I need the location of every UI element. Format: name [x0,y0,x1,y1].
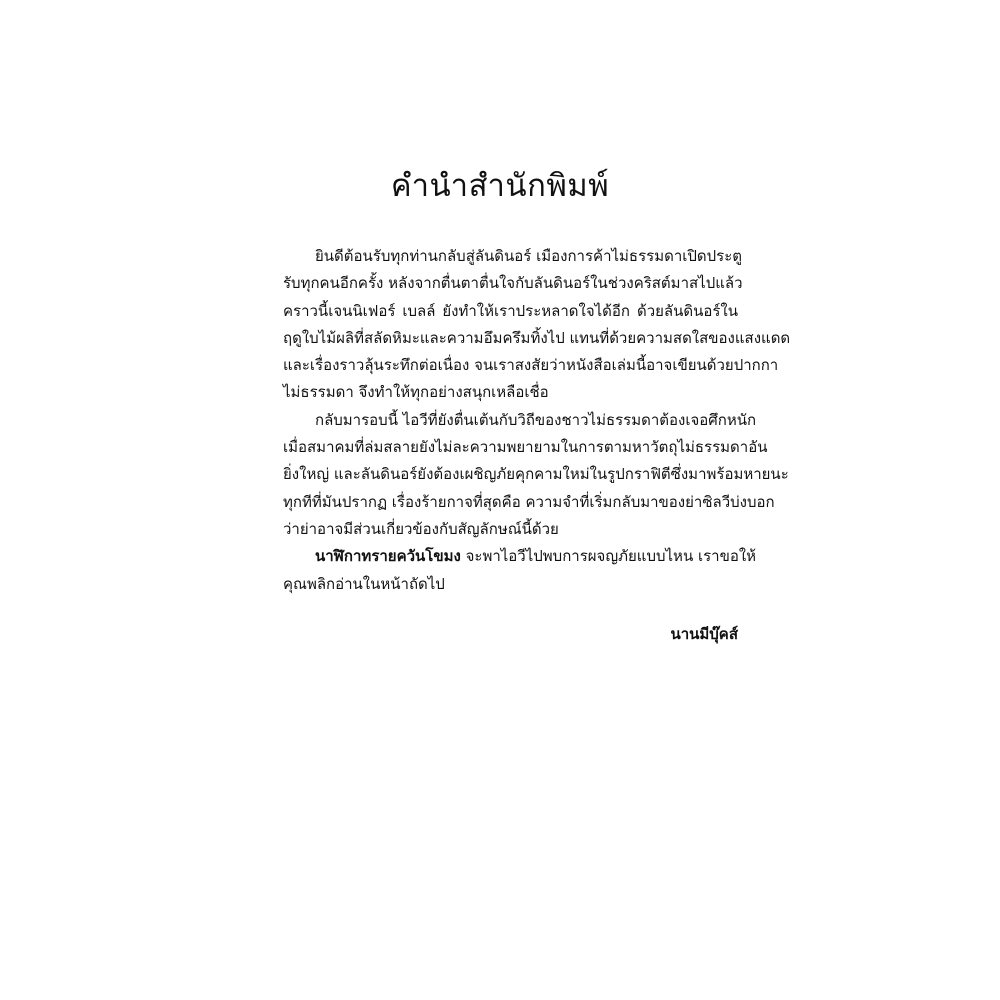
paragraph-line: คุณพลิกอ่านในหน้าถัดไป [283,574,445,593]
paragraph-line-text: จะพาไอวีไปพบการผจญภัยแบบไหน เราขอให้ [460,547,757,566]
book-title: นาฬิกาทรายควันโขมง [315,547,461,566]
paragraph-1 [283,243,791,407]
paragraph-line: กลับมารอบนี้ ไอวีที่ยังตื่นเต้นกับวิถีของชาวไม่ธรรมดาต้องเจอศึกหนัก [315,410,757,429]
paragraph-line: ยิ่งใหญ่ และลันดินอร์ยังต้องเผชิญภัยคุกคามใหม่ในรูปกราฟิตีซึ่งมาพร้อมหายนะ [283,465,789,484]
paragraph-line: ไม่ธรรมดา จึงทำให้ทุกอย่างสนุกเหลือเชื่อ [283,383,549,402]
paragraph-line: และเรื่องราวลุ้นระทึกต่อเนื่อง จนเราสงสัยว่าหนังสือเล่มนี้อาจเขียนด้วยปากกา [283,356,779,375]
paragraph-line [283,543,757,570]
paragraph-line: คราวนี้เจนนิเฟอร์ เบลล์ ยังทำให้เราประหลาดใจได้อีก ด้วยลันดินอร์ใน [283,301,738,320]
paragraph-line: ว่าย่าอาจมีส่วนเกี่ยวข้องกับสัญลักษณ์นี้ด้วย [283,519,559,538]
paragraph-line: ทุกทีที่มันปรากฏ เรื่องร้ายกาจที่สุดคือ ความจำที่เริ่มกลับมาของย่าซิลวีบ่งบอก [283,492,775,511]
paragraph-3 [283,543,757,598]
paragraph-2 [283,407,789,543]
preface-body [283,243,791,598]
publisher-signature: นานมีบุ๊คส์ [670,625,738,643]
paragraph-line: รับทุกคนอีกครั้ง หลังจากตื่นตาตื่นใจกับลันดินอร์ในช่วงคริสต์มาสไปแล้ว [283,274,743,293]
paragraph-line: เมื่อสมาคมที่ล่มสลายยังไม่ละความพยายามในการตามหาวัตถุไม่ธรรมดาอัน [283,438,768,457]
paragraph-line: ฤดูใบไม้ผลิที่สลัดหิมะและความอึมครึมทิ้งไป แทนที่ด้วยความสดใสของแสงแดด [283,328,791,347]
paragraph-line: ยินดีต้อนรับทุกท่านกลับสู่ลันดินอร์ เมืองการค้าไม่ธรรมดาเปิดประตู [315,247,743,265]
page-title: คำนำสำนักพิมพ์ [390,168,610,204]
